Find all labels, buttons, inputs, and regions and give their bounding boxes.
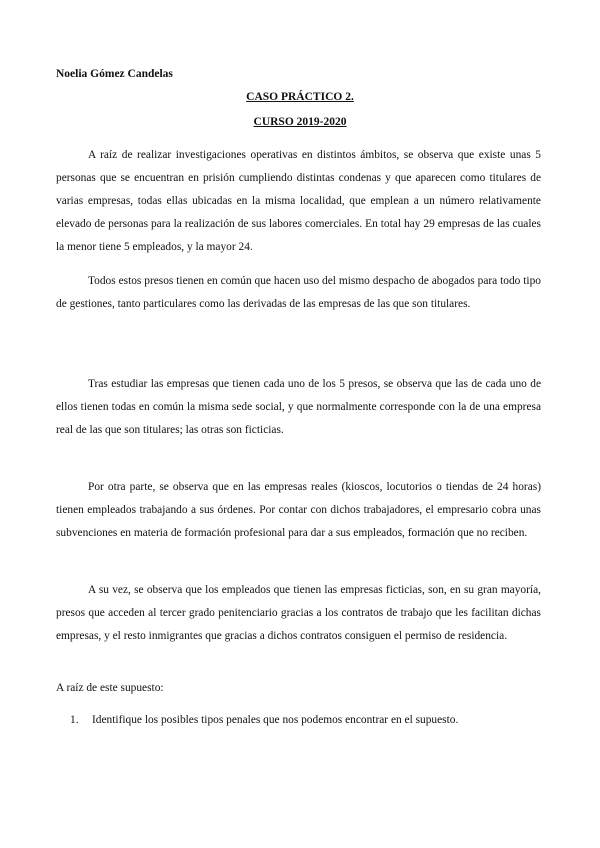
paragraph-2-block	[56, 270, 541, 316]
question-text: Identifique los posibles tipos penales que nos podemos encontrar en el supuesto.	[92, 714, 459, 726]
paragraph: Todos estos presos tienen en común que hacen uso del mismo despacho de abogados para todo tipo de gestiones, tanto particulares como las derivadas de las empresas de las que son titulares.	[56, 275, 541, 310]
question-item	[70, 714, 458, 726]
paragraph-1-block	[56, 144, 541, 259]
questions-intro: A raíz de este supuesto:	[56, 682, 164, 694]
author-name: Noelia Gómez Candelas	[56, 68, 173, 80]
paragraph-4-block	[56, 476, 541, 545]
document-title: CASO PRÁCTICO 2.	[246, 91, 354, 103]
paragraph: A raíz de realizar investigaciones operativas en distintos ámbitos, se observa que existe unas 5 personas que se encuentran en prisión cumpliendo distintas condenas y que aparecen como titulares de varias empresas, todas ellas ubicadas en la misma localidad, que emplean a un número relativamente elevado de personas para la realización de sus labores comerciales. En total hay 29 empresas de las cuales la menor tiene 5 empleados, y la mayor 24.	[56, 149, 541, 253]
question-number: 1.	[70, 714, 79, 726]
paragraph-3-block	[56, 373, 541, 442]
paragraph: Tras estudiar las empresas que tienen cada uno de los 5 presos, se observa que las de cada uno de ellos tienen todas en común la misma sede social, y que normalmente corresponde con la de una empresa real de las que son titulares; las otras son ficticias.	[56, 378, 541, 436]
paragraph: A su vez, se observa que los empleados que tienen las empresas ficticias, son, en su gran mayoría, presos que acceden al tercer grado penitenciario gracias a los contratos de trabajo que les facilitan dichas empresas, y el resto inmigrantes que gracias a dichos contratos consiguen el permiso de residencia.	[56, 584, 541, 642]
course-label: CURSO 2019-2020	[253, 116, 347, 128]
paragraph: Por otra parte, se observa que en las empresas reales (kioscos, locutorios o tiendas de 24 horas) tienen empleados trabajando a sus órdenes. Por contar con dichos trabajadores, el empresario cobra unas subvenciones en materia de formación profesional para dar a sus empleados, formación que no reciben.	[56, 481, 541, 539]
paragraph-5-block	[56, 579, 541, 648]
